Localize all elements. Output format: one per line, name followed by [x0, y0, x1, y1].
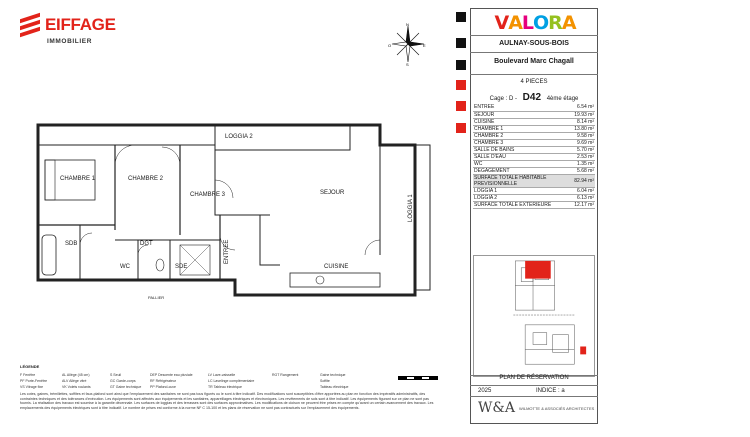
- surface-row: [473, 146, 595, 153]
- room-label-palier: PALLIER: [148, 295, 165, 300]
- valora-letter: A: [508, 12, 522, 34]
- room-label-sejour: SEJOUR: [320, 190, 345, 196]
- legend-item: PP Plafond-cuve: [150, 385, 177, 389]
- surface-value: 9.69 m²: [561, 139, 595, 146]
- room-label-loggia-1: LOGGIA 1: [408, 194, 414, 222]
- legend-item: VK Volets roulants: [62, 385, 91, 389]
- room-label-dgt: DGT: [140, 241, 153, 247]
- marker-square-red: [456, 80, 466, 90]
- legend-item: VS Vitrage fixe: [20, 385, 44, 389]
- marker-square-red: [456, 123, 466, 133]
- cage-separator: -: [514, 96, 517, 102]
- marker-square: [456, 60, 466, 70]
- divider: [470, 74, 598, 75]
- legend-title: LÉGENDE: [20, 364, 40, 369]
- surface-label: LOGGIA 2: [473, 194, 561, 201]
- brand-subtitle: IMMOBILIER: [47, 38, 92, 45]
- surface-value: 6.04 m²: [561, 187, 595, 194]
- cage-value: D: [508, 96, 514, 102]
- legend-col: [20, 372, 47, 390]
- legend-item: TR Tableau électrique: [208, 385, 242, 389]
- surface-row: [473, 132, 595, 139]
- surface-label: SALLE D'EAU: [473, 153, 561, 160]
- legend-col: [150, 372, 193, 390]
- legend-item: RF Réfrigérateur: [150, 379, 177, 383]
- legend-col: [272, 372, 298, 378]
- key-plan: [473, 255, 595, 377]
- legend-item: S Seuil: [110, 373, 122, 377]
- surface-value: 82.94 m²: [561, 174, 595, 187]
- surface-value: 12.17 m²: [561, 201, 595, 208]
- room-label-chambre-1: CHAMBRE 1: [60, 176, 96, 182]
- legend-item: AL Allège (45 cm): [62, 373, 90, 377]
- surface-row: [473, 125, 595, 132]
- surface-label: SURFACE TOTALE HABITABLE PREVISIONNELLE: [473, 174, 561, 187]
- programme-street: Boulevard Marc Chagall: [494, 58, 574, 65]
- surface-footnote: [474, 243, 594, 247]
- svg-text:E: E: [423, 43, 426, 48]
- surface-label: CUISINE: [473, 118, 561, 125]
- surface-row: [473, 160, 595, 167]
- legend-item: Soffite: [320, 379, 330, 383]
- indice: INDICE : a: [536, 388, 565, 394]
- legend-item: GT Gaine technique: [110, 385, 142, 389]
- cage-label: Cage :: [489, 96, 508, 102]
- surface-value: 9.58 m²: [561, 132, 595, 139]
- legend-col: [320, 372, 348, 390]
- eiffage-logo-mark: [20, 14, 42, 36]
- svg-text:S: S: [406, 62, 409, 66]
- surface-row: [473, 194, 595, 201]
- room-label-sdb: SDB: [65, 241, 78, 247]
- surface-row: [473, 187, 595, 194]
- valora-letter: A: [561, 12, 576, 34]
- surface-label: ENTREE: [473, 104, 561, 111]
- valora-letter: O: [533, 12, 549, 34]
- legend-col: [208, 372, 254, 390]
- eiffage-logo: [20, 14, 116, 36]
- marker-square: [456, 38, 466, 48]
- year: 2025: [478, 388, 492, 394]
- lot-floor: 4ème étage: [546, 96, 579, 102]
- surface-value: 6.13 m²: [561, 194, 595, 201]
- surface-value: 1.35 m²: [561, 160, 595, 167]
- svg-text:N: N: [406, 22, 409, 27]
- legend-item: RGT Rangement: [272, 373, 299, 377]
- surface-row: [473, 201, 595, 208]
- surface-label: DEGAGEMENT: [473, 167, 561, 174]
- lot-number: D42: [522, 92, 542, 103]
- legend-item: Tableau électrique: [320, 385, 349, 389]
- scale-bar: [398, 376, 438, 380]
- surface-row: [473, 167, 595, 174]
- legend-item: GC Garde-corps: [110, 379, 136, 383]
- surface-row: [473, 118, 595, 125]
- architect-name: WILMOTTE & ASSOCIÉS ARCHITECTES: [518, 405, 595, 411]
- compass-rose-icon: [388, 22, 428, 66]
- surface-value: 5.70 m²: [561, 146, 595, 153]
- lot-highlight: [580, 346, 586, 354]
- surface-row: [473, 153, 595, 160]
- room-label-wc: WC: [120, 264, 130, 270]
- surface-value: 5.68 m²: [561, 167, 595, 174]
- disclaimer-note: Les cotes, gaines, trémillettes, soffites et faux-plafond sont ainsi que l'emplacement des sanitaires ne sont pas tous figurés ou le sont à titre indicatif. Des modifications sont susceptibles d'être apportées au plan en fonction des impératifs administratifs, des contraintes techniques et des tolérances d'exécution. Les équipements sont affectés aux équipements et les sanitaires, appareillages électriques et électroniques. Les revêtements de sols sont à titre indicatif. Les équipements figurant sur ce plan ne sont pas fournis. La réalisation des travaux est soumise à la garantie décennale. Les surfaces de loggias et des terrasses sont des surfaces approximatives. Les modifications de cloison ne peuvent être prises en compte qu'avant un certain avancement des travaux. Les emplacements des équipements électriques sont à titre indicatif. Le nombre de prises est conforme à la norme NF C 15-100 et les plans de réservation ne sont pas contractuels sur l'emplacement des équipements.: [20, 392, 434, 410]
- surface-value: 19.93 m²: [561, 111, 595, 118]
- surface-value: 6.54 m²: [561, 104, 595, 111]
- divider: [470, 396, 598, 397]
- surface-label: LOGGIA 1: [473, 187, 561, 194]
- lot-cage: [471, 92, 597, 103]
- architect-logo: [478, 400, 594, 416]
- divider: [470, 52, 598, 53]
- room-label-chambre-2: CHAMBRE 2: [128, 176, 164, 182]
- divider: [470, 385, 598, 386]
- room-label-entree: ENTREE: [224, 239, 230, 264]
- surface-label: SEJOUR: [473, 111, 561, 118]
- surface-row: [473, 174, 595, 187]
- surface-value: 2.53 m²: [561, 153, 595, 160]
- surface-label: CHAMBRE 3: [473, 139, 561, 146]
- surface-row: [473, 139, 595, 146]
- surface-label: CHAMBRE 2: [473, 132, 561, 139]
- surface-value: 13.80 m²: [561, 125, 595, 132]
- marker-square: [456, 12, 466, 22]
- valora-logo: [475, 12, 595, 34]
- brand-name: EIFFAGE: [45, 15, 116, 34]
- legend-col: [110, 372, 141, 390]
- room-label-cuisine: CUISINE: [324, 264, 349, 270]
- surface-label: WC: [473, 160, 561, 167]
- plan-title: PLAN DE RÉSERVATION: [499, 375, 569, 381]
- valora-letter: R: [548, 12, 562, 34]
- surface-label: CHAMBRE 1: [473, 125, 561, 132]
- legend-item: Gaine technique: [320, 373, 346, 377]
- surface-row: [473, 104, 595, 111]
- legend-item: PF Porte-Fenêtre: [20, 379, 48, 383]
- room-label-chambre-3: CHAMBRE 3: [190, 192, 226, 198]
- svg-text:O: O: [388, 43, 392, 48]
- legend-item: LC Lavelinge complémentaire: [208, 379, 255, 383]
- legend-item: LV Lave-vaisselle: [208, 373, 236, 377]
- lot-rooms: 4 PIECES: [520, 79, 548, 85]
- room-label-sde: SDE: [175, 264, 188, 270]
- surface-table: [473, 104, 595, 209]
- valora-letter: V: [494, 12, 509, 34]
- marker-square-red: [456, 101, 466, 111]
- legend-col: [62, 372, 91, 390]
- valora-letter: L: [521, 12, 534, 34]
- divider: [470, 35, 598, 36]
- legend-item: ALV Allège vitré: [62, 379, 87, 383]
- lot-highlight: [525, 261, 551, 279]
- surface-row: [473, 111, 595, 118]
- surface-value: 8.14 m²: [561, 118, 595, 125]
- legend-item: F Fenêtre: [20, 373, 36, 377]
- room-label-loggia-2: LOGGIA 2: [225, 134, 253, 140]
- programme-city: AULNAY-SOUS-BOIS: [499, 40, 569, 47]
- legend-item: DEP Descente eau pluviale: [150, 373, 193, 377]
- surface-label: SALLE DE BAINS: [473, 146, 561, 153]
- architect-mark: W&A: [478, 400, 515, 416]
- surface-label: SURFACE TOTALE EXTERIEURE: [473, 201, 561, 208]
